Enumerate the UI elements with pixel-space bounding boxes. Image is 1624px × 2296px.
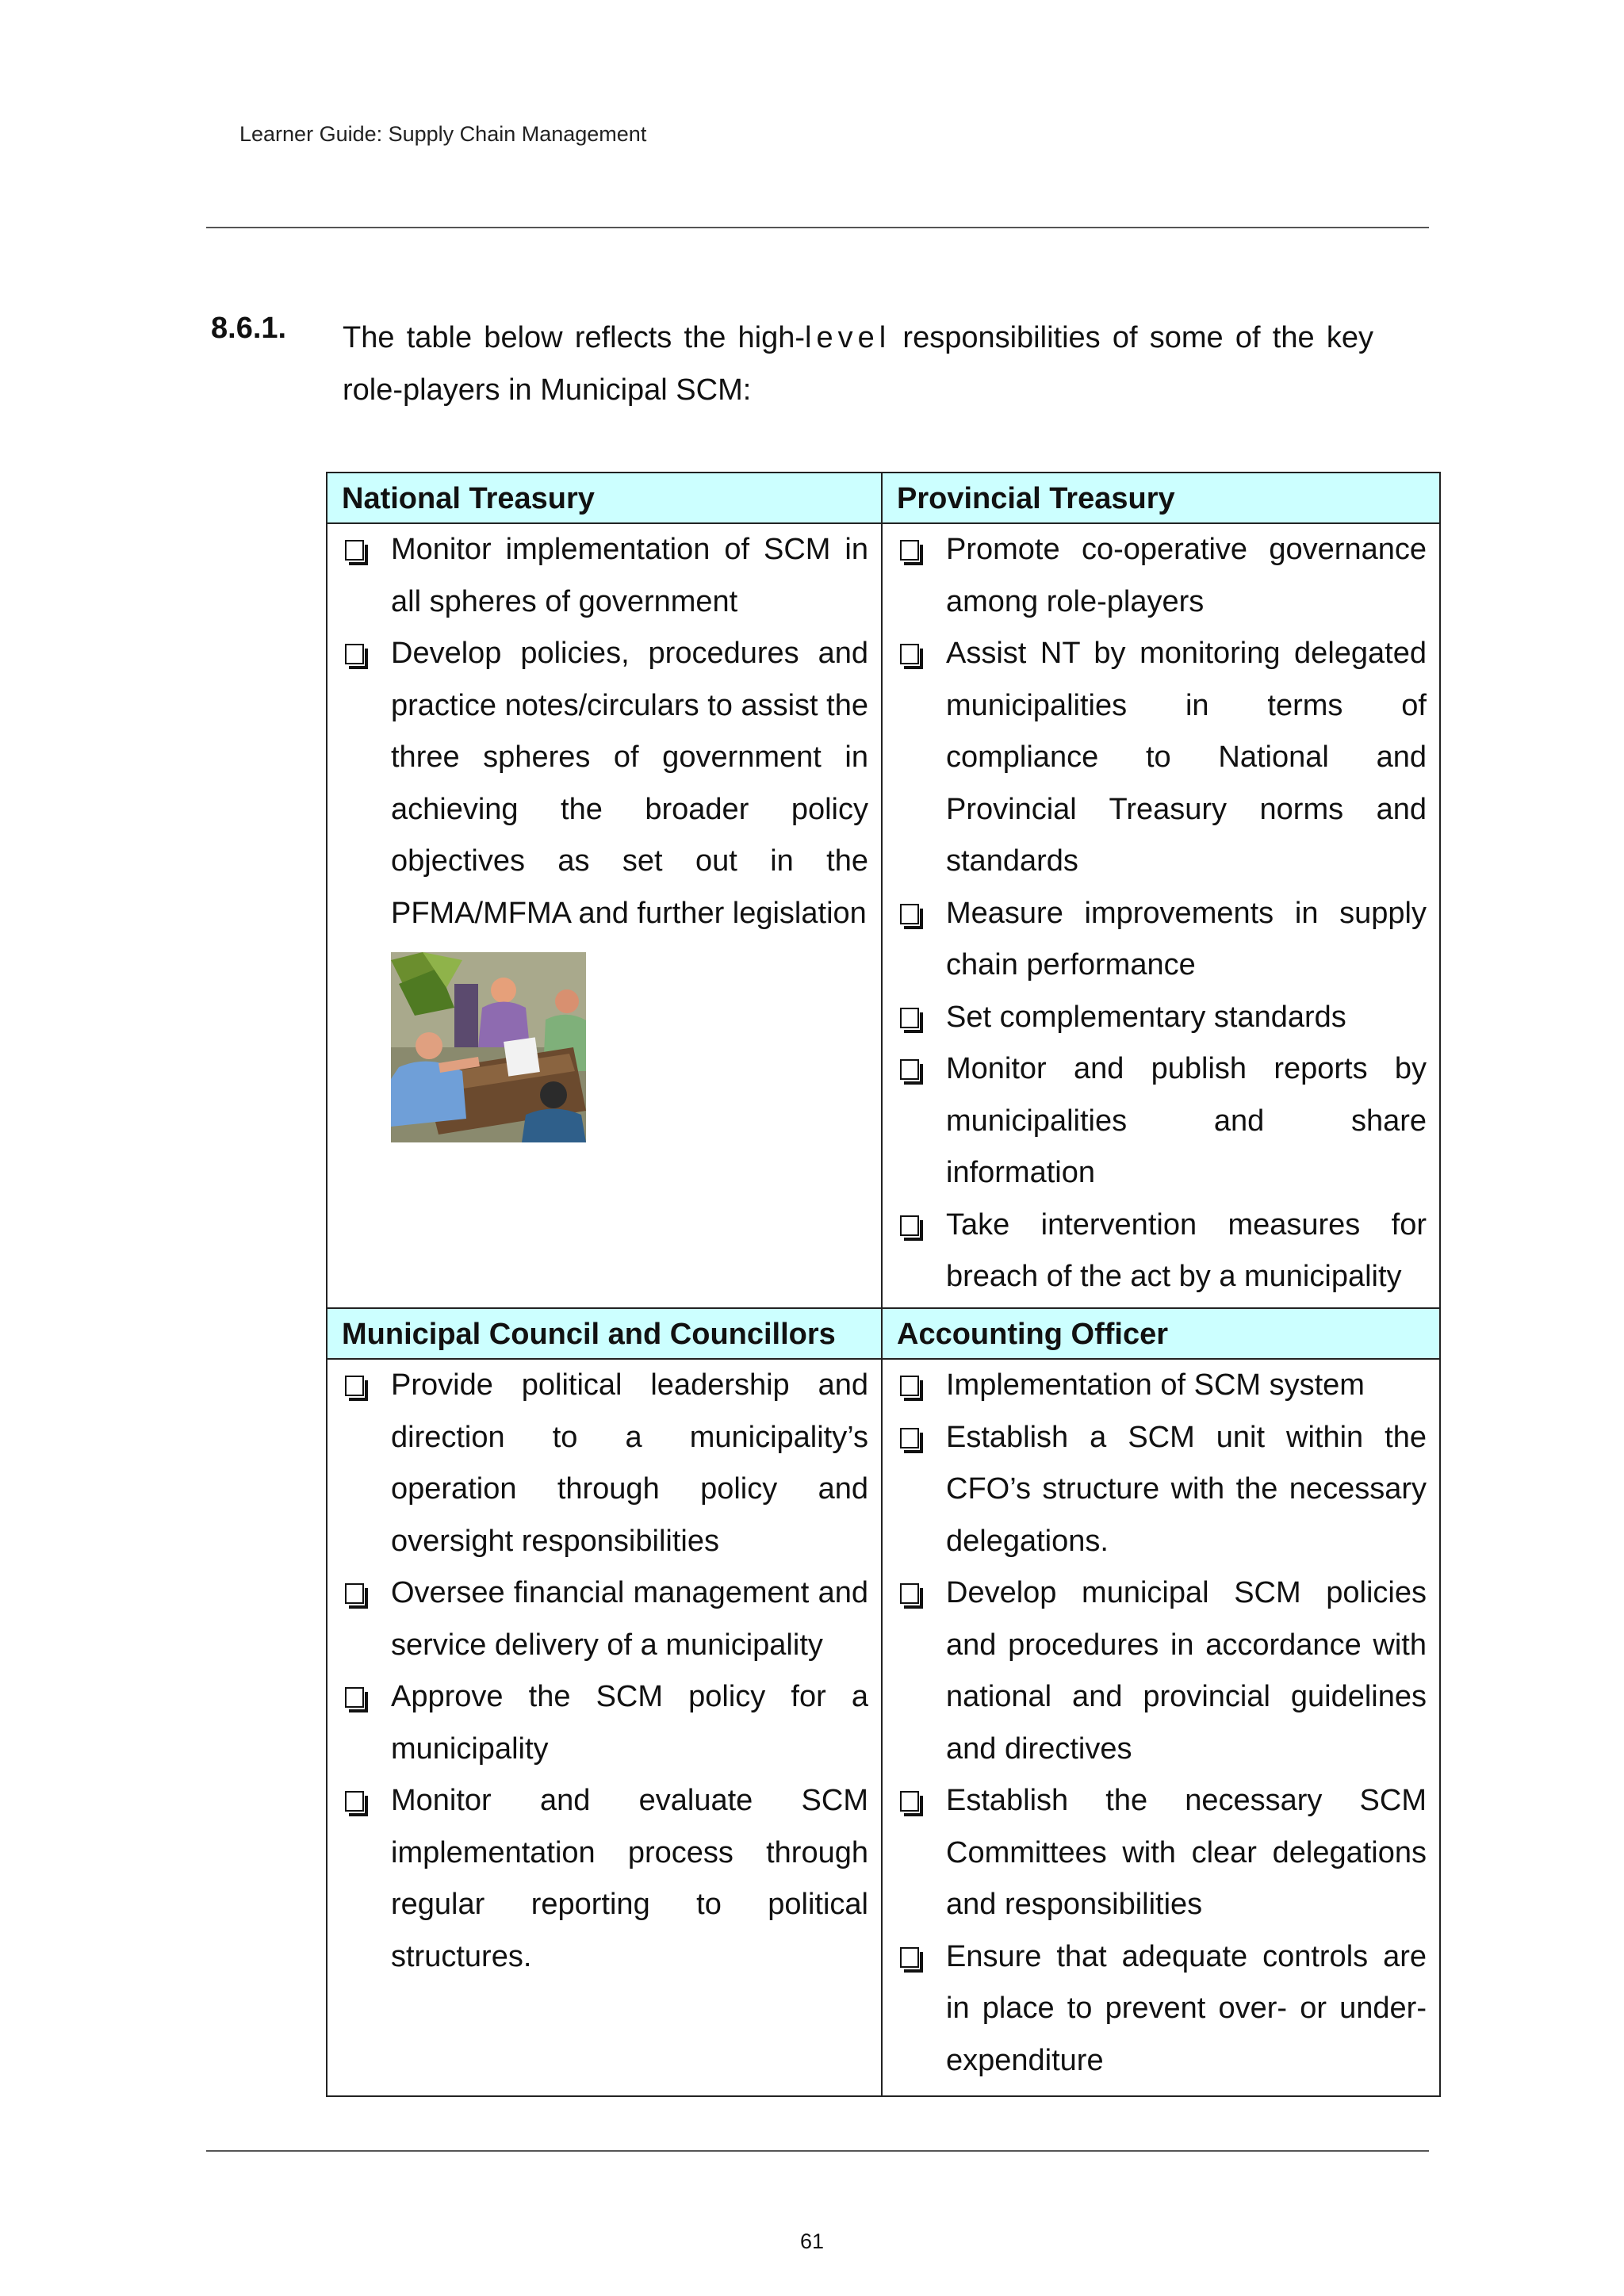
- checkbox-bullet-icon: [900, 1583, 919, 1604]
- header-rule: [206, 227, 1429, 228]
- list-item-text: Develop municipal SCM policies and procedures in accordance with national and provincial guidelines and directives: [946, 1576, 1427, 1766]
- list-item-text: Monitor and publish reports by municipalities and share information: [946, 1052, 1427, 1189]
- role-responsibilities-table: [326, 472, 1441, 2097]
- table-row: [327, 523, 1440, 1308]
- list-item: [897, 1360, 1427, 1412]
- checkbox-bullet-icon: [900, 540, 919, 561]
- checkbox-bullet-icon: [900, 1059, 919, 1080]
- checkbox-bullet-icon: [345, 1376, 364, 1396]
- list-item-text: Provide political leadership and direction to a municipality’s operation through policy and oversight responsibilities: [391, 1368, 868, 1558]
- national-treasury-cell: [327, 523, 882, 1308]
- list-item: [342, 1775, 868, 1983]
- accounting-officer-list: [897, 1360, 1427, 2087]
- intro-text-start: The table below reflects the high-: [343, 321, 806, 354]
- checkbox-bullet-icon: [900, 1376, 919, 1396]
- municipal-council-list: [342, 1360, 868, 1983]
- checkbox-bullet-icon: [345, 644, 364, 664]
- list-item-text: Take intervention measures for breach of the act by a municipality: [946, 1207, 1427, 1293]
- list-item-text: Approve the SCM policy for a municipality: [391, 1680, 868, 1766]
- list-item: [342, 628, 868, 939]
- running-header: Learner Guide: Supply Chain Management: [239, 122, 647, 146]
- list-item-text: Establish the necessary SCM Committees with clear delegations and responsibilities: [946, 1784, 1427, 1921]
- table-row: [327, 1359, 1440, 2096]
- accounting-officer-cell: [882, 1359, 1440, 2096]
- national-treasury-heading: National Treasury: [327, 473, 882, 523]
- section-number: 8.6.1.: [211, 312, 287, 345]
- provincial-treasury-heading: Provincial Treasury: [882, 473, 1440, 523]
- provincial-treasury-cell: [882, 523, 1440, 1308]
- intro-text-spaced: level: [805, 321, 891, 354]
- checkbox-bullet-icon: [900, 644, 919, 664]
- list-item-text: Measure improvements in supply chain performance: [946, 896, 1427, 982]
- list-item: [897, 1200, 1427, 1303]
- checkbox-bullet-icon: [900, 1215, 919, 1236]
- list-item-text: Monitor and evaluate SCM implementation process through regular reporting to political structures.: [391, 1784, 868, 1973]
- list-item-text: Monitor implementation of SCM in all spheres of government: [391, 533, 868, 618]
- list-item: [897, 1775, 1427, 1931]
- national-treasury-list: [342, 524, 868, 939]
- list-item: [897, 1412, 1427, 1568]
- checkbox-bullet-icon: [345, 1791, 364, 1812]
- list-item: [342, 1567, 868, 1671]
- list-item: [897, 524, 1427, 628]
- list-item: [897, 992, 1427, 1044]
- municipal-council-heading: Municipal Council and Councillors: [327, 1308, 882, 1359]
- list-item: [897, 1931, 1427, 2087]
- list-item-text: Establish a SCM unit within the CFO’s structure with the necessary delegations.: [946, 1420, 1427, 1558]
- list-item: [897, 888, 1427, 992]
- list-item-text: Set complementary standards: [946, 1000, 1346, 1034]
- footer-rule: [206, 2150, 1429, 2152]
- list-item-text: Implementation of SCM system: [946, 1368, 1365, 1402]
- list-item-text: Oversee financial management and service delivery of a municipality: [391, 1576, 868, 1662]
- checkbox-bullet-icon: [345, 1583, 364, 1604]
- accounting-officer-heading: Accounting Officer: [882, 1308, 1440, 1359]
- checkbox-bullet-icon: [900, 1428, 919, 1448]
- list-item-text: Assist NT by monitoring delegated municipalities in terms of compliance to National and Provincial Treasury norms and standards: [946, 637, 1427, 878]
- list-item: [897, 1567, 1427, 1775]
- list-item: [897, 628, 1427, 888]
- list-item: [342, 1360, 868, 1567]
- table-header-row: [327, 1308, 1440, 1359]
- list-item-text: Develop policies, procedures and practice notes/circulars to assist the three spheres of government in achieving the broader policy objectives as set out in the PFMA/MFMA and further legislation: [391, 637, 868, 930]
- list-item-text: Ensure that adequate controls are in place to prevent over- or under-expenditure: [946, 1939, 1427, 2077]
- meeting-clipart: [391, 952, 586, 1142]
- provincial-treasury-list: [897, 524, 1427, 1303]
- municipal-council-cell: [327, 1359, 882, 2096]
- list-item-text: Promote co-operative governance among role-players: [946, 533, 1427, 618]
- checkbox-bullet-icon: [900, 904, 919, 924]
- checkbox-bullet-icon: [900, 1791, 919, 1812]
- checkbox-bullet-icon: [345, 1687, 364, 1708]
- list-item: [342, 1671, 868, 1775]
- page-number: 61: [799, 2229, 825, 2253]
- intro-text-end: responsibilities of some of the key role-players in Municipal SCM:: [343, 321, 1373, 407]
- checkbox-bullet-icon: [900, 1008, 919, 1028]
- list-item: [897, 1043, 1427, 1200]
- section-intro: [343, 312, 1373, 416]
- list-item: [342, 524, 868, 628]
- checkbox-bullet-icon: [345, 540, 364, 561]
- table-header-row: [327, 473, 1440, 523]
- checkbox-bullet-icon: [900, 1947, 919, 1968]
